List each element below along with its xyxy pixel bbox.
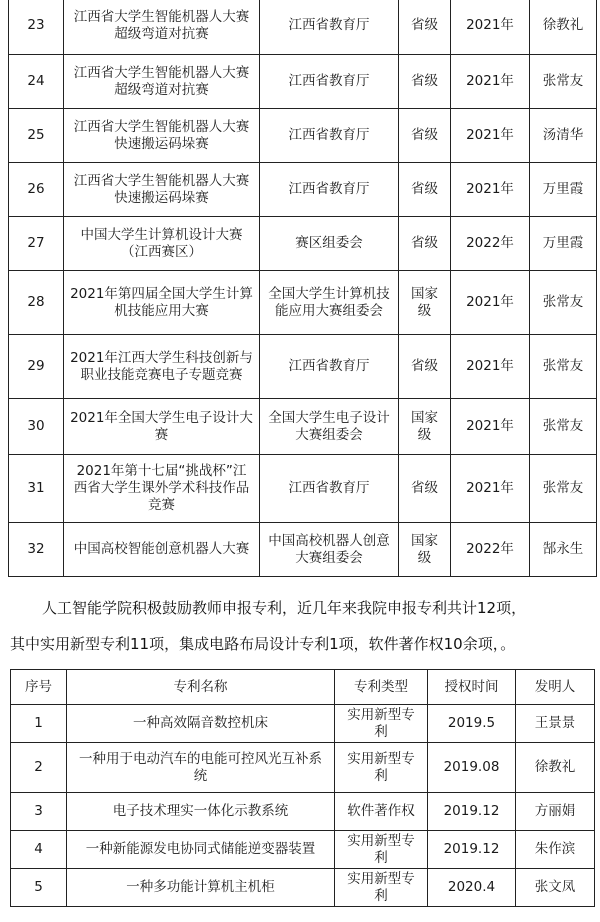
award-level: 国家级 (399, 271, 451, 335)
patent-number: 5 (11, 869, 67, 907)
award-year: 2022年 (451, 217, 530, 271)
award-organizer: 赛区组委会 (260, 217, 399, 271)
award-instructor: 郜永生 (530, 523, 597, 577)
award-level: 省级 (399, 55, 451, 109)
award-competition-name: 江西省大学生智能机器人大赛快速搬运码垛赛 (64, 109, 260, 163)
patent-inventor: 王景景 (516, 705, 595, 743)
award-level: 省级 (399, 455, 451, 523)
award-year: 2021年 (451, 335, 530, 399)
table-row (9, 399, 597, 455)
patent-intro-paragraph (10, 590, 594, 662)
award-number: 29 (9, 335, 64, 399)
patent-name: 一种新能源发电协同式储能逆变器装置 (67, 831, 335, 869)
patent-name: 一种用于电动汽车的电能可控风光互补系统 (67, 743, 335, 793)
award-year: 2021年 (451, 0, 530, 55)
table-row (11, 793, 595, 831)
award-level: 省级 (399, 335, 451, 399)
patent-type: 实用新型专利 (335, 831, 428, 869)
table-row (9, 455, 597, 523)
intro-line-1: 人工智能学院积极鼓励教师申报专利，近几年来我院申报专利共计12项， (42, 599, 527, 617)
award-level: 省级 (399, 109, 451, 163)
award-year: 2021年 (451, 163, 530, 217)
award-competition-name: 江西省大学生智能机器人大赛超级弯道对抗赛 (64, 55, 260, 109)
award-competition-name: 2021年全国大学生电子设计大赛 (64, 399, 260, 455)
award-year: 2021年 (451, 55, 530, 109)
award-competition-name: 中国高校智能创意机器人大赛 (64, 523, 260, 577)
award-competition-name: 江西省大学生智能机器人大赛超级弯道对抗赛 (64, 0, 260, 55)
table-row (9, 217, 597, 271)
column-header-patent-type: 专利类型 (335, 670, 428, 705)
column-header-number: 序号 (11, 670, 67, 705)
column-header-patent-name: 专利名称 (67, 670, 335, 705)
table-row (11, 743, 595, 793)
award-organizer: 江西省教育厅 (260, 55, 399, 109)
patent-grant-date: 2019.5 (428, 705, 516, 743)
table-row (9, 163, 597, 217)
patent-inventor: 张文凤 (516, 869, 595, 907)
awards-table (8, 0, 597, 577)
award-competition-name: 中国大学生计算机设计大赛（江西赛区） (64, 217, 260, 271)
award-level: 省级 (399, 163, 451, 217)
award-number: 28 (9, 271, 64, 335)
award-number: 23 (9, 0, 64, 55)
award-year: 2021年 (451, 399, 530, 455)
award-level: 国家级 (399, 399, 451, 455)
award-instructor: 万里霞 (530, 217, 597, 271)
column-header-inventor: 发明人 (516, 670, 595, 705)
award-instructor: 张常友 (530, 55, 597, 109)
intro-line-2: 其中实用新型专利11项，集成电路布局设计专利1项，软件著作权10余项，。 (10, 635, 516, 653)
patent-type: 软件著作权 (335, 793, 428, 831)
award-organizer: 全国大学生电子设计大赛组委会 (260, 399, 399, 455)
award-year: 2022年 (451, 523, 530, 577)
patents-table (10, 669, 595, 907)
award-level: 省级 (399, 217, 451, 271)
award-number: 31 (9, 455, 64, 523)
award-organizer: 中国高校机器人创意大赛组委会 (260, 523, 399, 577)
awards-table-body (9, 0, 597, 577)
award-year: 2021年 (451, 109, 530, 163)
award-instructor: 汤清华 (530, 109, 597, 163)
patent-inventor: 朱作滨 (516, 831, 595, 869)
table-row (9, 335, 597, 399)
award-year: 2021年 (451, 271, 530, 335)
award-competition-name: 江西省大学生智能机器人大赛快速搬运码垛赛 (64, 163, 260, 217)
award-competition-name: 2021年第四届全国大学生计算机技能应用大赛 (64, 271, 260, 335)
award-organizer: 江西省教育厅 (260, 455, 399, 523)
patent-grant-date: 2019.12 (428, 793, 516, 831)
award-number: 27 (9, 217, 64, 271)
column-header-grant-date: 授权时间 (428, 670, 516, 705)
patents-table-header (11, 670, 595, 705)
award-level: 国家级 (399, 523, 451, 577)
header-row (11, 670, 595, 705)
award-number: 24 (9, 55, 64, 109)
table-row (11, 831, 595, 869)
award-number: 25 (9, 109, 64, 163)
table-row (9, 0, 597, 55)
patent-name: 一种高效隔音数控机床 (67, 705, 335, 743)
award-instructor: 万里霞 (530, 163, 597, 217)
award-organizer: 江西省教育厅 (260, 335, 399, 399)
award-number: 26 (9, 163, 64, 217)
award-organizer: 江西省教育厅 (260, 109, 399, 163)
award-level: 省级 (399, 0, 451, 55)
award-instructor: 张常友 (530, 455, 597, 523)
patent-name: 电子技术理实一体化示教系统 (67, 793, 335, 831)
table-row (9, 109, 597, 163)
table-row (9, 523, 597, 577)
patent-type: 实用新型专利 (335, 705, 428, 743)
patent-number: 3 (11, 793, 67, 831)
patent-type: 实用新型专利 (335, 743, 428, 793)
table-row (11, 869, 595, 907)
patent-type: 实用新型专利 (335, 869, 428, 907)
award-organizer: 江西省教育厅 (260, 0, 399, 55)
patents-table-body (11, 705, 595, 907)
award-number: 30 (9, 399, 64, 455)
patent-grant-date: 2019.12 (428, 831, 516, 869)
patent-grant-date: 2019.08 (428, 743, 516, 793)
patent-inventor: 徐教礼 (516, 743, 595, 793)
award-year: 2021年 (451, 455, 530, 523)
award-instructor: 张常友 (530, 335, 597, 399)
table-row (9, 271, 597, 335)
award-number: 32 (9, 523, 64, 577)
award-competition-name: 2021年第十七届“挑战杯”江西省大学生课外学术科技作品竞赛 (64, 455, 260, 523)
award-organizer: 全国大学生计算机技能应用大赛组委会 (260, 271, 399, 335)
table-row (9, 55, 597, 109)
award-instructor: 张常友 (530, 271, 597, 335)
patent-number: 2 (11, 743, 67, 793)
patent-number: 1 (11, 705, 67, 743)
table-row (11, 705, 595, 743)
award-instructor: 徐教礼 (530, 0, 597, 55)
patent-name: 一种多功能计算机主机柜 (67, 869, 335, 907)
patent-inventor: 方丽娟 (516, 793, 595, 831)
award-competition-name: 2021年江西大学生科技创新与职业技能竞赛电子专题竞赛 (64, 335, 260, 399)
patent-grant-date: 2020.4 (428, 869, 516, 907)
patent-number: 4 (11, 831, 67, 869)
award-instructor: 张常友 (530, 399, 597, 455)
award-organizer: 江西省教育厅 (260, 163, 399, 217)
